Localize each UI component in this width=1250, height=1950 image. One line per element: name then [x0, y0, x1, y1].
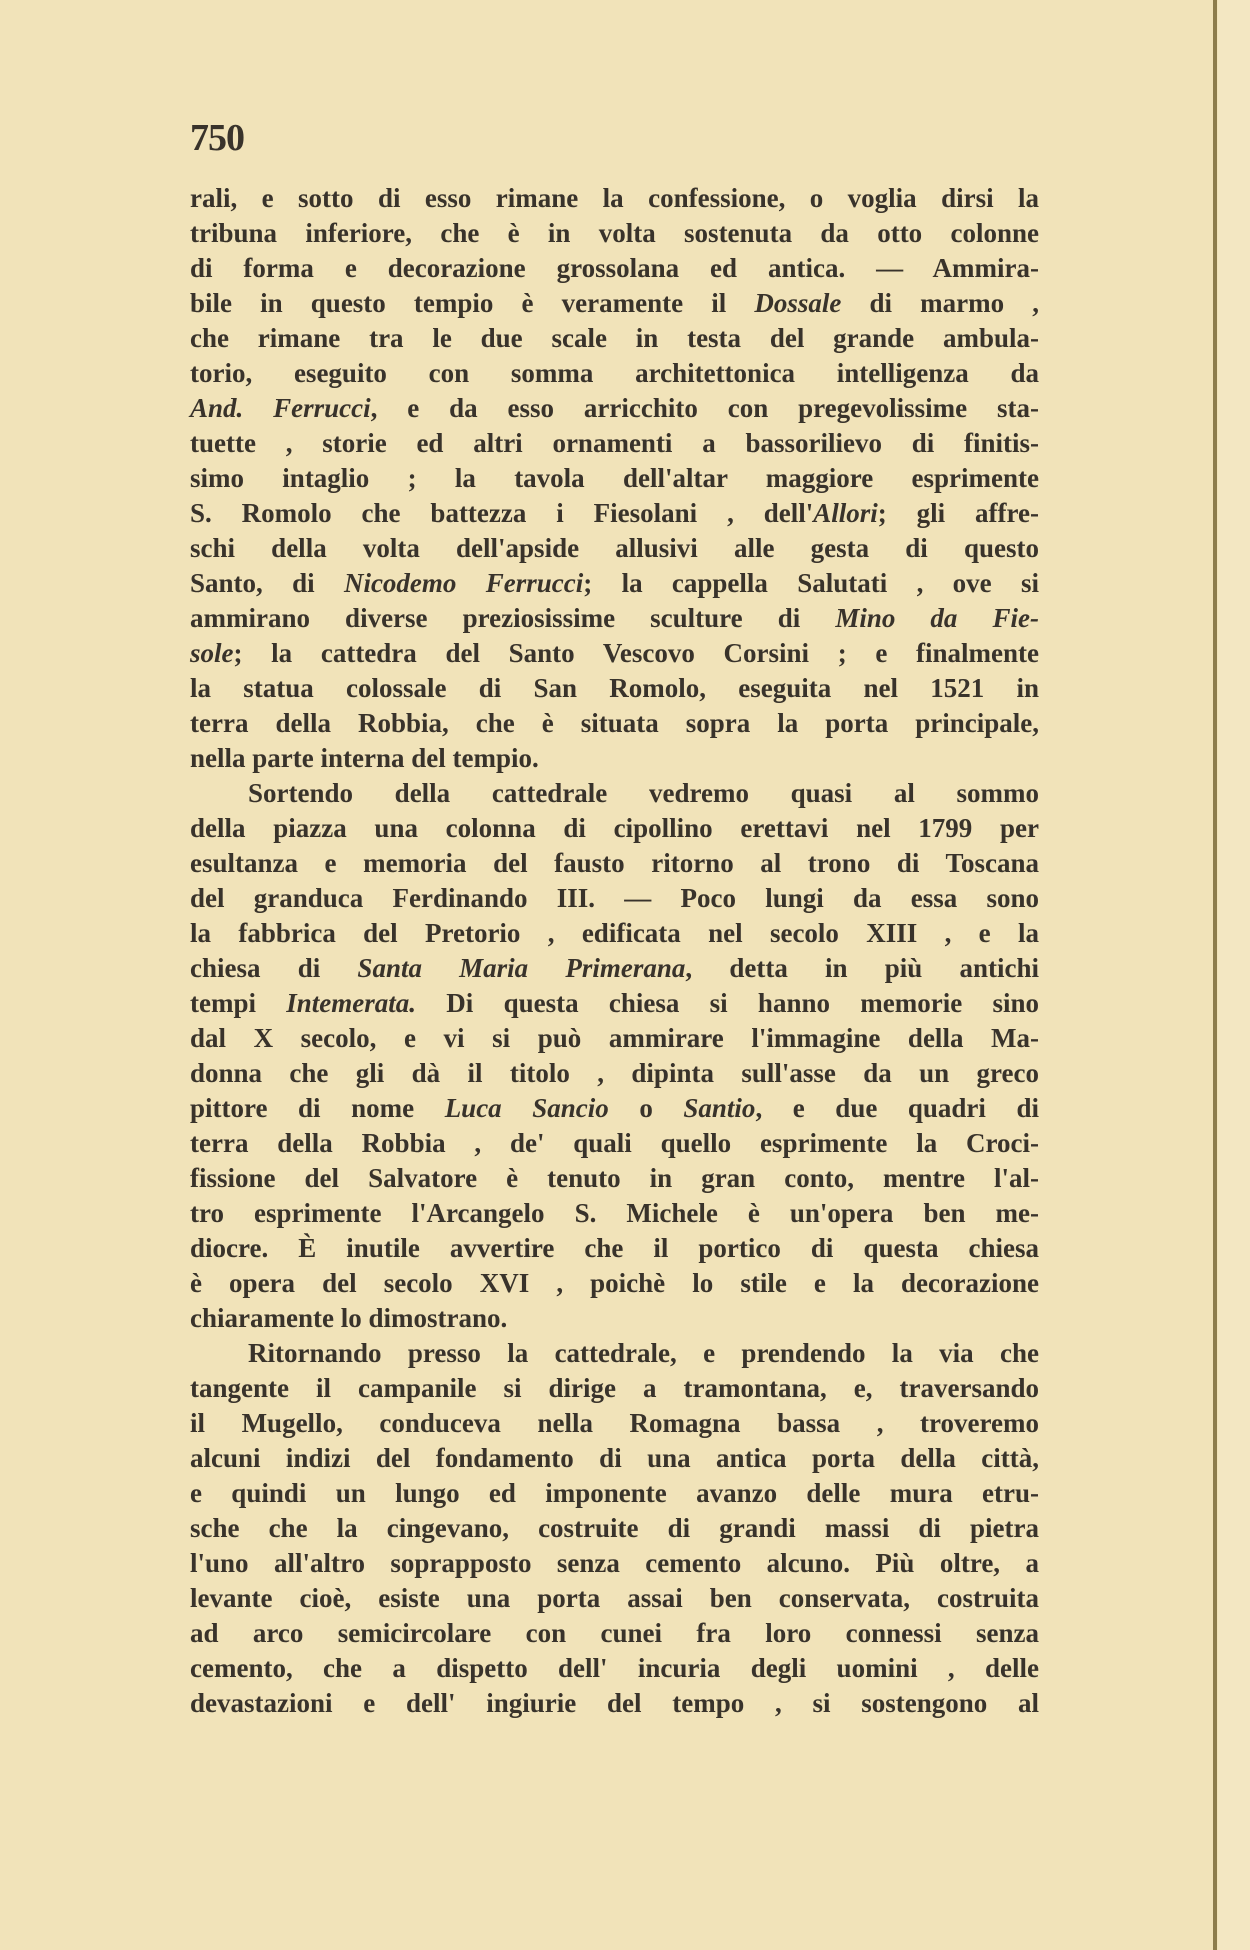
- text-segment: ad arco semicircolare con cunei fra loro connessi senza: [190, 1618, 1039, 1648]
- text-segment: ; gli affre-: [877, 498, 1040, 528]
- text-segment: esultanza e memoria del fausto ritorno al trono di Toscana: [190, 848, 1039, 878]
- text-segment: o: [608, 1093, 684, 1123]
- text-line: [190, 566, 1039, 601]
- text-segment: di marmo ,: [841, 288, 1039, 318]
- text-segment: della piazza una colonna di cipollino erettavi nel 1799 per: [190, 813, 1039, 843]
- text-line: [190, 776, 1039, 811]
- text-segment: Santo, di: [190, 568, 344, 598]
- text-line: [190, 426, 1039, 461]
- text-segment: e quindi un lungo ed imponente avanzo delle mura etru-: [190, 1478, 1039, 1508]
- text-segment: fissione del Salvatore è tenuto in gran conto, mentre l'al-: [190, 1163, 1039, 1193]
- text-segment: che rimane tra le due scale in testa del grande ambula-: [190, 323, 1039, 353]
- text-line: [190, 1161, 1039, 1196]
- text-line: [190, 986, 1039, 1021]
- text-line: [190, 846, 1039, 881]
- text-segment: , e due quadri di: [755, 1093, 1039, 1123]
- text-segment: pittore di nome: [190, 1093, 445, 1123]
- italic-text: Santio: [683, 1093, 756, 1123]
- text-segment: cemento, che a dispetto dell' incuria degli uomini , delle: [190, 1653, 1039, 1683]
- text-line: [190, 496, 1039, 531]
- text-segment: Ritornando presso la cattedrale, e prendendo la via che: [248, 1338, 1039, 1368]
- text-segment: terra della Robbia , de' quali quello esprimente la Croci-: [190, 1128, 1039, 1158]
- text-line: [190, 1476, 1039, 1511]
- italic-text: Allori: [813, 498, 878, 528]
- text-line: [190, 1581, 1039, 1616]
- text-line: [190, 251, 1039, 286]
- text-segment: schi della volta dell'apside allusivi alle gesta di questo: [190, 533, 1039, 563]
- text-segment: ; la cattedra del Santo Vescovo Corsini ; e finalmente: [233, 638, 1039, 668]
- page-number: 750: [190, 117, 244, 159]
- text-line: [190, 601, 1039, 636]
- text-line: [190, 1406, 1039, 1441]
- text-line: [190, 1686, 1039, 1721]
- text-line: [190, 916, 1039, 951]
- text-line: [190, 1301, 1039, 1336]
- text-line: [190, 181, 1039, 216]
- text-segment: levante cioè, esiste una porta assai ben conservata, costruita: [190, 1583, 1039, 1613]
- text-line: [190, 811, 1039, 846]
- text-segment: ; la cappella Salutati , ove si: [583, 568, 1039, 598]
- text-line: [190, 531, 1039, 566]
- text-line: [190, 356, 1039, 391]
- text-segment: rali, e sotto di esso rimane la confessione, o voglia dirsi la: [190, 183, 1039, 213]
- text-line: [190, 1616, 1039, 1651]
- italic-text: Intemerata.: [286, 988, 417, 1018]
- italic-text: Luca Sancio: [444, 1093, 609, 1123]
- text-segment: devastazioni e dell' ingiurie del tempo , si sostengono al: [190, 1688, 1039, 1718]
- text-line: [190, 1546, 1039, 1581]
- adjacent-page-edge: [1218, 0, 1250, 1950]
- text-line: [190, 1651, 1039, 1686]
- italic-text: And. Ferrucci: [190, 393, 371, 423]
- text-segment: la statua colossale di San Romolo, eseguita nel 1521 in: [190, 673, 1039, 703]
- text-line: [190, 741, 1039, 776]
- text-line: [190, 636, 1039, 671]
- text-segment: tempi: [190, 988, 287, 1018]
- italic-text: Mino da Fie-: [835, 603, 1039, 633]
- italic-text: Dossale: [754, 288, 842, 318]
- text-segment: del granduca Ferdinando III. — Poco lungi da essa sono: [190, 883, 1039, 913]
- italic-text: Santa Maria Primerana: [357, 953, 686, 983]
- text-line: [190, 1441, 1039, 1476]
- text-segment: , e da esso arricchito con pregevolissime sta-: [370, 393, 1039, 423]
- page-fold-line: [1213, 0, 1217, 1950]
- text-segment: dal X secolo, e vi si può ammirare l'immagine della Ma-: [190, 1023, 1039, 1053]
- text-segment: l'uno all'altro soprapposto senza cemento alcuno. Più oltre, a: [190, 1548, 1039, 1578]
- text-line: [190, 1336, 1039, 1371]
- text-segment: tuette , storie ed altri ornamenti a bassorilievo di finitis-: [190, 428, 1039, 458]
- text-line: [190, 1196, 1039, 1231]
- text-segment: è opera del secolo XVI , poichè lo stile e la decorazione: [190, 1268, 1039, 1298]
- text-line: [190, 1511, 1039, 1546]
- text-line: [190, 1021, 1039, 1056]
- text-line: [190, 1371, 1039, 1406]
- body-text: [190, 181, 1039, 1721]
- text-segment: chiesa di: [190, 953, 358, 983]
- text-line: [190, 951, 1039, 986]
- text-segment: simo intaglio ; la tavola dell'altar maggiore esprimente: [190, 463, 1039, 493]
- text-segment: bile in questo tempio è veramente il: [190, 288, 755, 318]
- italic-text: sole: [190, 638, 234, 668]
- text-line: [190, 286, 1039, 321]
- text-segment: diocre. È inutile avvertire che il portico di questa chiesa: [190, 1233, 1039, 1263]
- text-segment: Sortendo della cattedrale vedremo quasi al sommo: [248, 778, 1039, 808]
- text-line: [190, 1231, 1039, 1266]
- text-line: [190, 1091, 1039, 1126]
- text-segment: ammirano diverse preziosissime sculture di: [190, 603, 836, 633]
- text-segment: , detta in più antichi: [685, 953, 1039, 983]
- text-segment: di forma e decorazione grossolana ed antica. — Ammira-: [190, 253, 1039, 283]
- text-segment: alcuni indizi del fondamento di una antica porta della città,: [190, 1443, 1039, 1473]
- text-segment: la fabbrica del Pretorio , edificata nel secolo XIII , e la: [190, 918, 1039, 948]
- text-line: [190, 706, 1039, 741]
- text-segment: Di questa chiesa si hanno memorie sino: [416, 988, 1039, 1018]
- italic-text: Nicodemo Ferrucci: [343, 568, 584, 598]
- text-segment: terra della Robbia, che è situata sopra la porta principale,: [190, 708, 1039, 738]
- text-line: [190, 671, 1039, 706]
- text-line: [190, 1126, 1039, 1161]
- text-line: [190, 881, 1039, 916]
- text-segment: torio, eseguito con somma architettonica intelligenza da: [190, 358, 1039, 388]
- text-segment: tro esprimente l'Arcangelo S. Michele è un'opera ben me-: [190, 1198, 1039, 1228]
- text-line: [190, 321, 1039, 356]
- text-segment: S. Romolo che battezza i Fiesolani , dell': [190, 498, 814, 528]
- text-line: [190, 391, 1039, 426]
- text-segment: sche che la cingevano, costruite di grandi massi di pietra: [190, 1513, 1039, 1543]
- text-segment: nella parte interna del tempio.: [190, 743, 539, 773]
- text-segment: il Mugello, conduceva nella Romagna bassa , troveremo: [190, 1408, 1039, 1438]
- text-segment: chiaramente lo dimostrano.: [190, 1303, 508, 1333]
- text-line: [190, 216, 1039, 251]
- text-segment: tribuna inferiore, che è in volta sostenuta da otto colonne: [190, 218, 1039, 248]
- text-line: [190, 1056, 1039, 1091]
- text-segment: tangente il campanile si dirige a tramontana, e, traversando: [190, 1373, 1039, 1403]
- text-line: [190, 461, 1039, 496]
- text-line: [190, 1266, 1039, 1301]
- text-segment: donna che gli dà il titolo , dipinta sull'asse da un greco: [190, 1058, 1039, 1088]
